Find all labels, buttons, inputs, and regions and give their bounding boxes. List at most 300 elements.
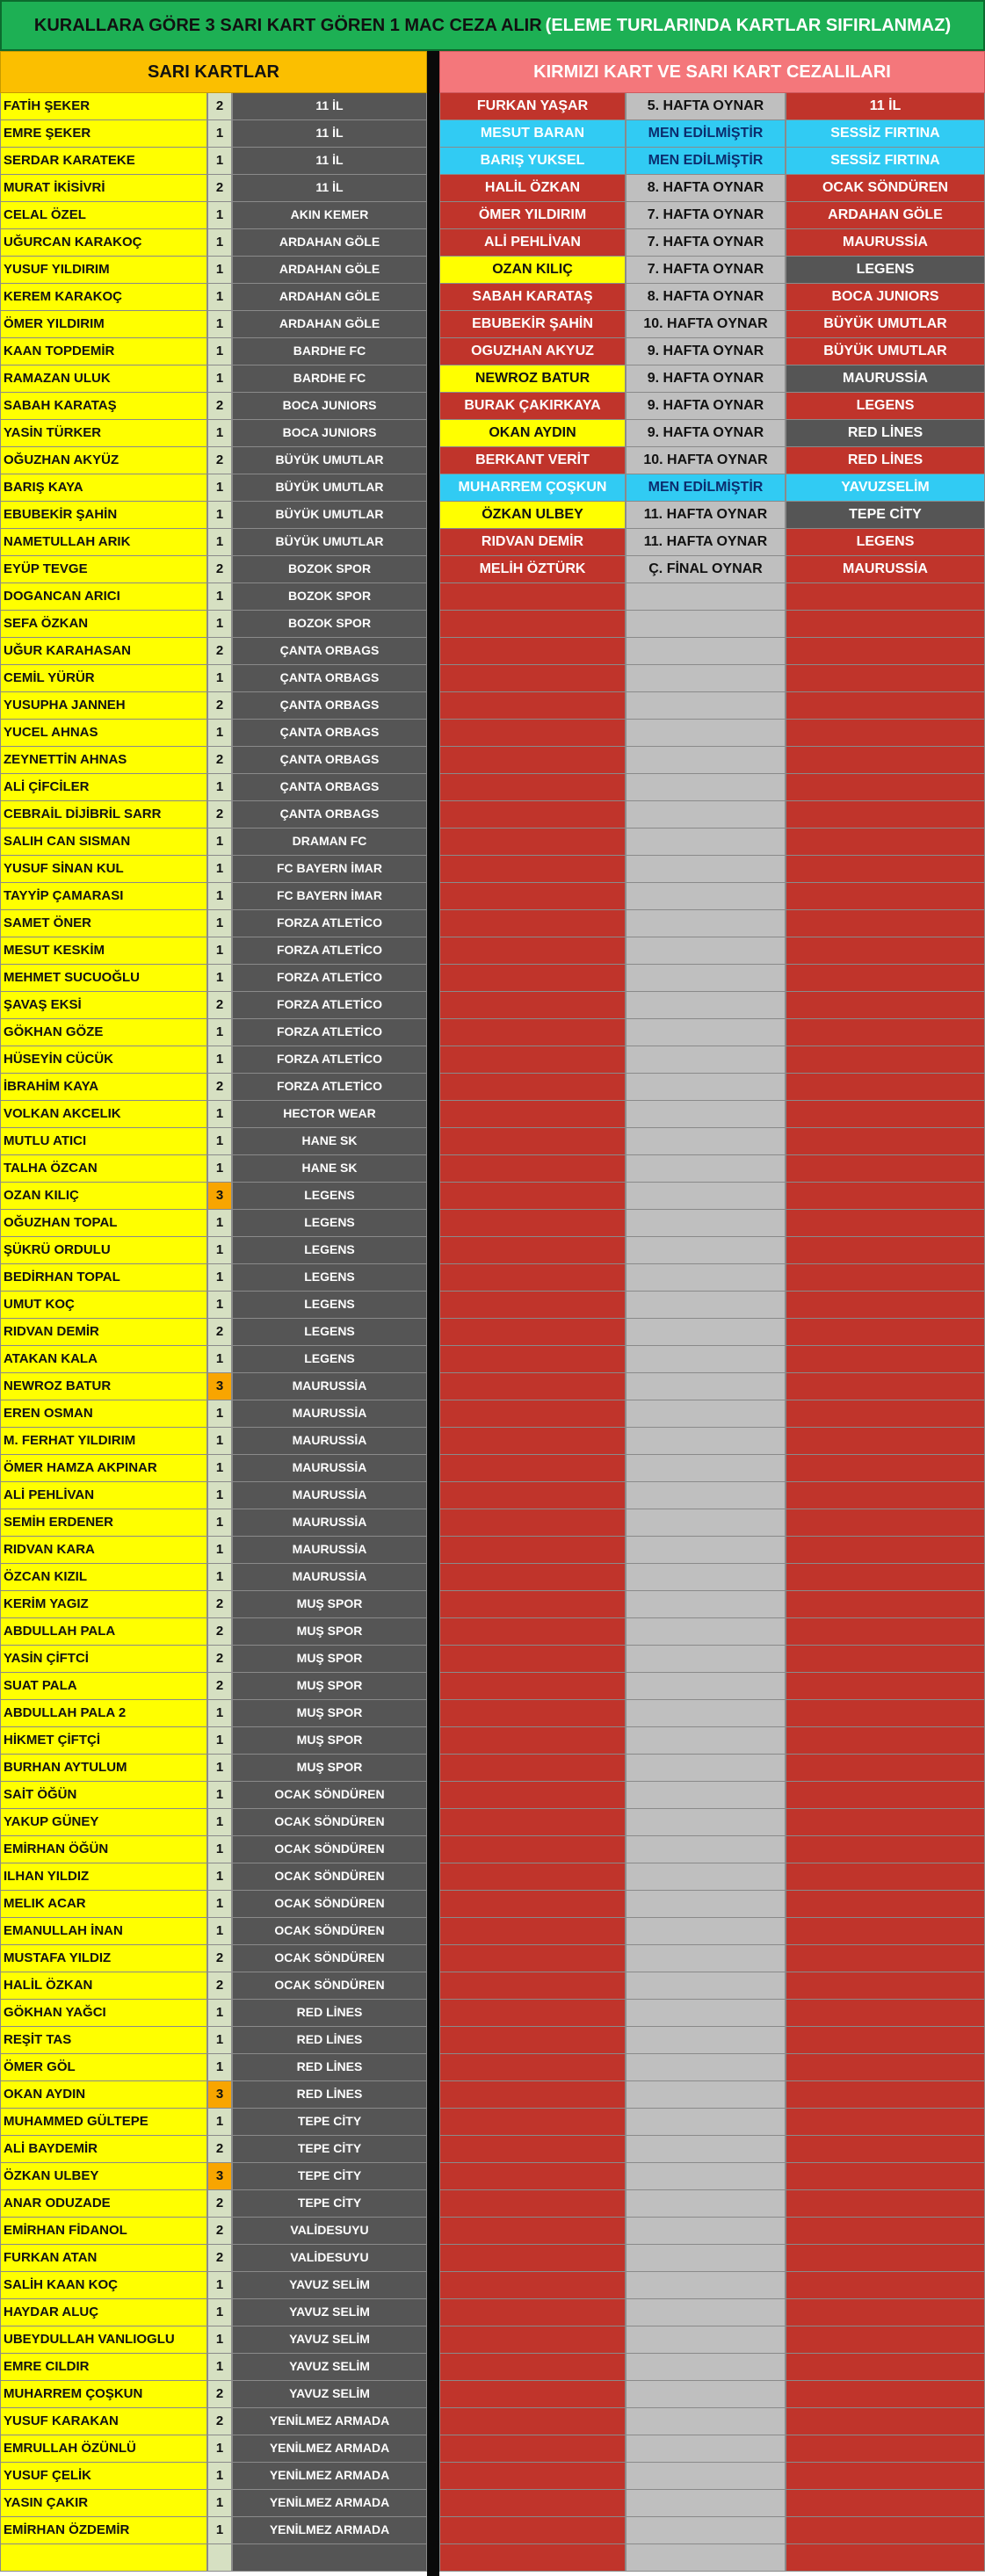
penalized-team (786, 1945, 985, 1972)
penalty-row (439, 365, 985, 393)
penalty-row-empty (439, 774, 985, 801)
player-name: OKAN AYDIN (0, 2081, 207, 2109)
team-name: LEGENS (232, 1319, 427, 1346)
player-name: KERİM YAGIZ (0, 1591, 207, 1618)
player-name: ABDULLAH PALA 2 (0, 1700, 207, 1727)
yellow-card-row (0, 856, 427, 883)
player-name: KAAN TOPDEMİR (0, 338, 207, 365)
penalty-row-empty (439, 665, 985, 692)
card-count: 1 (207, 2326, 232, 2354)
team-name: MUŞ SPOR (232, 1646, 427, 1673)
penalty-row (439, 202, 985, 229)
penalty-row-empty (439, 2163, 985, 2190)
penalty-status (626, 2190, 786, 2218)
penalized-player (439, 1836, 626, 1863)
penalty-status (626, 2408, 786, 2435)
card-count: 1 (207, 148, 232, 175)
yellow-card-row (0, 2054, 427, 2081)
penalty-row-empty (439, 1891, 985, 1918)
card-count: 1 (207, 937, 232, 965)
penalized-team (786, 774, 985, 801)
penalized-team (786, 2354, 985, 2381)
card-count: 1 (207, 1564, 232, 1591)
penalty-row-empty (439, 720, 985, 747)
penalty-row-empty (439, 1918, 985, 1945)
yellow-card-row (0, 1618, 427, 1646)
penalty-row-empty (439, 1128, 985, 1155)
card-count: 1 (207, 1428, 232, 1455)
card-count: 1 (207, 2517, 232, 2544)
card-count: 1 (207, 1128, 232, 1155)
team-name: FC BAYERN İMAR (232, 856, 427, 883)
player-name: FURKAN ATAN (0, 2245, 207, 2272)
penalty-status: 9. HAFTA OYNAR (626, 420, 786, 447)
team-name: MAURUSSİA (232, 1428, 427, 1455)
team-name: OCAK SÖNDÜREN (232, 1972, 427, 2000)
penalized-team (786, 1782, 985, 1809)
player-name: NAMETULLAH ARIK (0, 529, 207, 556)
card-count: 1 (207, 1155, 232, 1183)
player-name: SAMET ÖNER (0, 910, 207, 937)
player-name: MUHARREM ÇOŞKUN (0, 2381, 207, 2408)
player-name: TALHA ÖZCAN (0, 1155, 207, 1183)
yellow-card-row (0, 2463, 427, 2490)
yellow-card-row (0, 1155, 427, 1183)
card-count: 1 (207, 1809, 232, 1836)
penalized-player (439, 665, 626, 692)
penalized-player (439, 2218, 626, 2245)
penalized-team (786, 1727, 985, 1755)
team-name: AKIN KEMER (232, 202, 427, 229)
penalized-player (439, 2299, 626, 2326)
player-name: CELAL ÖZEL (0, 202, 207, 229)
penalty-row-empty (439, 611, 985, 638)
team-name: TEPE CİTY (232, 2109, 427, 2136)
penalized-player (439, 1237, 626, 1264)
penalized-team (786, 2463, 985, 2490)
penalized-team (786, 1264, 985, 1292)
penalized-team (786, 1755, 985, 1782)
penalty-status (626, 1237, 786, 1264)
penalized-team: MAURUSSİA (786, 229, 985, 257)
penalty-row-empty (439, 1836, 985, 1863)
penalty-row-empty (439, 2381, 985, 2408)
penalty-row-empty (439, 1319, 985, 1346)
card-count: 1 (207, 856, 232, 883)
card-count: 1 (207, 720, 232, 747)
penalty-status (626, 1755, 786, 1782)
penalized-team (786, 1346, 985, 1373)
card-count: 2 (207, 1945, 232, 1972)
penalty-status (626, 1646, 786, 1673)
card-count: 1 (207, 965, 232, 992)
penalized-player (439, 1101, 626, 1128)
penalty-row-empty (439, 1183, 985, 1210)
penalty-row-empty (439, 883, 985, 910)
penalized-player: NEWROZ BATUR (439, 365, 626, 393)
penalized-team (786, 1183, 985, 1210)
card-count: 1 (207, 1237, 232, 1264)
penalized-team (786, 1673, 985, 1700)
penalty-row-empty (439, 992, 985, 1019)
player-name: EMRE ŞEKER (0, 120, 207, 148)
penalized-player: RIDVAN DEMİR (439, 529, 626, 556)
penalty-row (439, 338, 985, 365)
card-count: 1 (207, 1400, 232, 1428)
penalized-team (786, 747, 985, 774)
penalized-team: BOCA JUNIORS (786, 284, 985, 311)
penalized-player: HALİL ÖZKAN (439, 175, 626, 202)
card-count: 2 (207, 692, 232, 720)
yellow-card-row (0, 965, 427, 992)
card-count: 1 (207, 1455, 232, 1482)
yellow-card-row (0, 2381, 427, 2408)
penalty-row-empty (439, 1509, 985, 1537)
penalty-status (626, 883, 786, 910)
player-name: OĞUZHAN AKYÜZ (0, 447, 207, 474)
team-name: TEPE CİTY (232, 2190, 427, 2218)
team-name: YAVUZ SELİM (232, 2326, 427, 2354)
team-name: MAURUSSİA (232, 1373, 427, 1400)
yellow-card-row (0, 502, 427, 529)
penalized-team (786, 692, 985, 720)
player-name: RIDVAN DEMİR (0, 1319, 207, 1346)
penalized-team (786, 1101, 985, 1128)
yellow-card-row (0, 284, 427, 311)
yellow-card-row (0, 1128, 427, 1155)
penalized-player (439, 1264, 626, 1292)
player-name: OĞUZHAN TOPAL (0, 1210, 207, 1237)
player-name: OZAN KILIÇ (0, 1183, 207, 1210)
card-count: 1 (207, 284, 232, 311)
yellow-card-row (0, 311, 427, 338)
player-name: RIDVAN KARA (0, 1537, 207, 1564)
penalty-status: 9. HAFTA OYNAR (626, 338, 786, 365)
penalty-row-empty (439, 1373, 985, 1400)
penalty-status: 8. HAFTA OYNAR (626, 284, 786, 311)
player-name: YASİN ÇİFTCİ (0, 1646, 207, 1673)
team-name: ARDAHAN GÖLE (232, 229, 427, 257)
team-name: MUŞ SPOR (232, 1618, 427, 1646)
yellow-card-row (0, 393, 427, 420)
penalty-row (439, 447, 985, 474)
penalized-team (786, 1019, 985, 1046)
penalized-player (439, 2054, 626, 2081)
penalty-row-empty (439, 1019, 985, 1046)
penalized-team: ARDAHAN GÖLE (786, 202, 985, 229)
team-name: HANE SK (232, 1128, 427, 1155)
penalty-status (626, 1863, 786, 1891)
yellow-card-row (0, 883, 427, 910)
penalty-status (626, 1046, 786, 1074)
penalty-status (626, 720, 786, 747)
penalized-player (439, 1428, 626, 1455)
penalty-status (626, 2354, 786, 2381)
yellow-card-row (0, 2517, 427, 2544)
penalized-player (439, 2435, 626, 2463)
penalized-player (439, 2272, 626, 2299)
player-name: ŞÜKRÜ ORDULU (0, 1237, 207, 1264)
penalty-row-empty (439, 1618, 985, 1646)
penalty-status (626, 2109, 786, 2136)
player-name: EREN OSMAN (0, 1400, 207, 1428)
penalty-row-empty (439, 2245, 985, 2272)
player-name: YUSUF KARAKAN (0, 2408, 207, 2435)
penalty-row-empty (439, 1863, 985, 1891)
card-count: 2 (207, 1319, 232, 1346)
player-name: BARIŞ KAYA (0, 474, 207, 502)
yellow-card-row (0, 229, 427, 257)
penalty-status (626, 2054, 786, 2081)
yellow-card-row (0, 2272, 427, 2299)
penalty-row-empty (439, 2517, 985, 2544)
penalized-team (786, 1836, 985, 1863)
yellow-card-row (0, 1074, 427, 1101)
penalty-row-empty (439, 1700, 985, 1727)
penalized-team (786, 1074, 985, 1101)
yellow-card-row (0, 2136, 427, 2163)
penalty-row-empty (439, 1673, 985, 1700)
card-count: 1 (207, 365, 232, 393)
card-count: 1 (207, 1264, 232, 1292)
penalized-player (439, 1782, 626, 1809)
penalty-row (439, 175, 985, 202)
team-name: DRAMAN FC (232, 829, 427, 856)
penalty-row-empty (439, 2408, 985, 2435)
team-name: TEPE CİTY (232, 2163, 427, 2190)
rule-text: KURALLARA GÖRE 3 SARI KART GÖREN 1 MAC CEZA ALIR (33, 15, 542, 35)
card-count: 2 (207, 2218, 232, 2245)
team-name: YENİLMEZ ARMADA (232, 2517, 427, 2544)
penalized-player: BERKANT VERİT (439, 447, 626, 474)
penalized-team: BÜYÜK UMUTLAR (786, 311, 985, 338)
penalized-player (439, 774, 626, 801)
penalized-team (786, 2136, 985, 2163)
penalized-team (786, 883, 985, 910)
penalty-row-empty (439, 747, 985, 774)
team-name: FORZA ATLETİCO (232, 1019, 427, 1046)
penalty-row-empty (439, 2054, 985, 2081)
yellow-card-row (0, 2081, 427, 2109)
penalized-player (439, 1646, 626, 1673)
yellow-card-row (0, 937, 427, 965)
penalty-row-empty (439, 1155, 985, 1183)
card-count: 2 (207, 1972, 232, 2000)
team-name: FC BAYERN İMAR (232, 883, 427, 910)
team-name: RED LİNES (232, 2027, 427, 2054)
yellow-card-row (0, 1210, 427, 1237)
penalty-row-empty (439, 1564, 985, 1591)
penalized-team (786, 2190, 985, 2218)
team-name: BÜYÜK UMUTLAR (232, 529, 427, 556)
penalty-row (439, 257, 985, 284)
penalty-row-empty (439, 1237, 985, 1264)
card-count: 2 (207, 175, 232, 202)
yellow-card-row (0, 910, 427, 937)
penalized-team (786, 910, 985, 937)
penalty-row-empty (439, 692, 985, 720)
penalty-status (626, 1591, 786, 1618)
player-name: NEWROZ BATUR (0, 1373, 207, 1400)
penalty-row-empty (439, 2463, 985, 2490)
penalty-row-empty (439, 1101, 985, 1128)
team-name: BÜYÜK UMUTLAR (232, 447, 427, 474)
penalized-team: SESSİZ FIRTINA (786, 148, 985, 175)
penalty-status (626, 1918, 786, 1945)
yellow-card-row (0, 665, 427, 692)
yellow-card-row (0, 1836, 427, 1863)
penalty-status: 9. HAFTA OYNAR (626, 393, 786, 420)
penalty-row (439, 474, 985, 502)
penalties-table (439, 93, 985, 2572)
yellow-card-row (0, 1046, 427, 1074)
card-count: 2 (207, 1591, 232, 1618)
penalized-team (786, 965, 985, 992)
penalized-team: SESSİZ FIRTINA (786, 120, 985, 148)
penalty-status (626, 2136, 786, 2163)
player-name: SUAT PALA (0, 1673, 207, 1700)
penalty-row-empty (439, 2000, 985, 2027)
yellow-card-row (0, 2435, 427, 2463)
team-name: BOCA JUNIORS (232, 393, 427, 420)
player-name: EBUBEKİR ŞAHİN (0, 502, 207, 529)
card-count (207, 2544, 232, 2572)
penalty-row-empty (439, 1945, 985, 1972)
yellow-card-row (0, 1564, 427, 1591)
penalized-player (439, 2381, 626, 2408)
yellow-card-row (0, 583, 427, 611)
penalized-player (439, 1455, 626, 1482)
card-count: 2 (207, 447, 232, 474)
penalized-team (786, 583, 985, 611)
player-name: İBRAHİM KAYA (0, 1074, 207, 1101)
penalized-player: FURKAN YAŞAR (439, 93, 626, 120)
penalized-player (439, 801, 626, 829)
yellow-card-row (0, 1509, 427, 1537)
player-name: SALIH CAN SISMAN (0, 829, 207, 856)
card-count: 1 (207, 2109, 232, 2136)
penalized-team: TEPE CİTY (786, 502, 985, 529)
yellow-card-row (0, 1972, 427, 2000)
yellow-card-row (0, 638, 427, 665)
card-count: 1 (207, 311, 232, 338)
team-name: LEGENS (232, 1264, 427, 1292)
team-name: YAVUZ SELİM (232, 2354, 427, 2381)
card-count: 1 (207, 2435, 232, 2463)
penalized-team (786, 2109, 985, 2136)
card-count: 1 (207, 1755, 232, 1782)
card-count: 1 (207, 583, 232, 611)
team-name: BÜYÜK UMUTLAR (232, 474, 427, 502)
team-name: 11 İL (232, 148, 427, 175)
yellow-card-row (0, 257, 427, 284)
penalized-team (786, 2272, 985, 2299)
penalty-status (626, 583, 786, 611)
column-divider (427, 51, 439, 2576)
penalty-row-empty (439, 1972, 985, 2000)
player-name: SALİH KAAN KOÇ (0, 2272, 207, 2299)
player-name: FATİH ŞEKER (0, 93, 207, 120)
card-count: 1 (207, 1292, 232, 1319)
penalty-status (626, 2081, 786, 2109)
penalty-row-empty (439, 801, 985, 829)
penalized-team (786, 2000, 985, 2027)
penalized-player (439, 1292, 626, 1319)
penalty-row-empty (439, 856, 985, 883)
card-count: 1 (207, 1918, 232, 1945)
player-name: SABAH KARATAŞ (0, 393, 207, 420)
player-name: BURHAN AYTULUM (0, 1755, 207, 1782)
penalty-status: 9. HAFTA OYNAR (626, 365, 786, 393)
team-name: LEGENS (232, 1292, 427, 1319)
card-count: 1 (207, 420, 232, 447)
card-count: 1 (207, 2027, 232, 2054)
penalized-team (786, 1400, 985, 1428)
player-name: MESUT KESKİM (0, 937, 207, 965)
team-name: BOCA JUNIORS (232, 420, 427, 447)
card-count: 3 (207, 2081, 232, 2109)
yellow-card-row (0, 420, 427, 447)
penalty-status: 8. HAFTA OYNAR (626, 175, 786, 202)
penalized-player (439, 1591, 626, 1618)
team-name: YENİLMEZ ARMADA (232, 2490, 427, 2517)
team-name: YENİLMEZ ARMADA (232, 2408, 427, 2435)
card-count: 1 (207, 120, 232, 148)
penalized-player (439, 910, 626, 937)
penalty-row-empty (439, 1210, 985, 1237)
yellow-card-row (0, 93, 427, 120)
penalized-player (439, 2027, 626, 2054)
yellow-card-row (0, 1863, 427, 1891)
player-name: YASİN TÜRKER (0, 420, 207, 447)
penalized-player: OKAN AYDIN (439, 420, 626, 447)
penalized-team (786, 1809, 985, 1836)
rule-banner (0, 0, 985, 51)
penalized-team (786, 611, 985, 638)
card-count: 1 (207, 829, 232, 856)
yellow-card-row (0, 1809, 427, 1836)
penalized-team: MAURUSSİA (786, 556, 985, 583)
card-count: 1 (207, 665, 232, 692)
team-name: MUŞ SPOR (232, 1673, 427, 1700)
penalty-row-empty (439, 1755, 985, 1782)
penalty-status (626, 2490, 786, 2517)
card-count: 1 (207, 611, 232, 638)
penalized-player (439, 1564, 626, 1591)
penalty-status (626, 1292, 786, 1319)
player-name: RAMAZAN ULUK (0, 365, 207, 393)
penalized-team (786, 829, 985, 856)
penalty-row (439, 120, 985, 148)
penalty-status (626, 1782, 786, 1809)
player-name: MUHAMMED GÜLTEPE (0, 2109, 207, 2136)
penalty-status (626, 2463, 786, 2490)
player-name: SEMİH ERDENER (0, 1509, 207, 1537)
yellow-card-row (0, 692, 427, 720)
team-name: ÇANTA ORBAGS (232, 747, 427, 774)
penalty-status (626, 2272, 786, 2299)
card-count: 1 (207, 2490, 232, 2517)
team-name: YENİLMEZ ARMADA (232, 2435, 427, 2463)
player-name: YAKUP GÜNEY (0, 1809, 207, 1836)
team-name: ARDAHAN GÖLE (232, 284, 427, 311)
penalized-team (786, 856, 985, 883)
penalty-status (626, 1400, 786, 1428)
penalty-row-empty (439, 1346, 985, 1373)
penalty-status (626, 2517, 786, 2544)
player-name: EYÜP TEVGE (0, 556, 207, 583)
penalty-status (626, 1019, 786, 1046)
